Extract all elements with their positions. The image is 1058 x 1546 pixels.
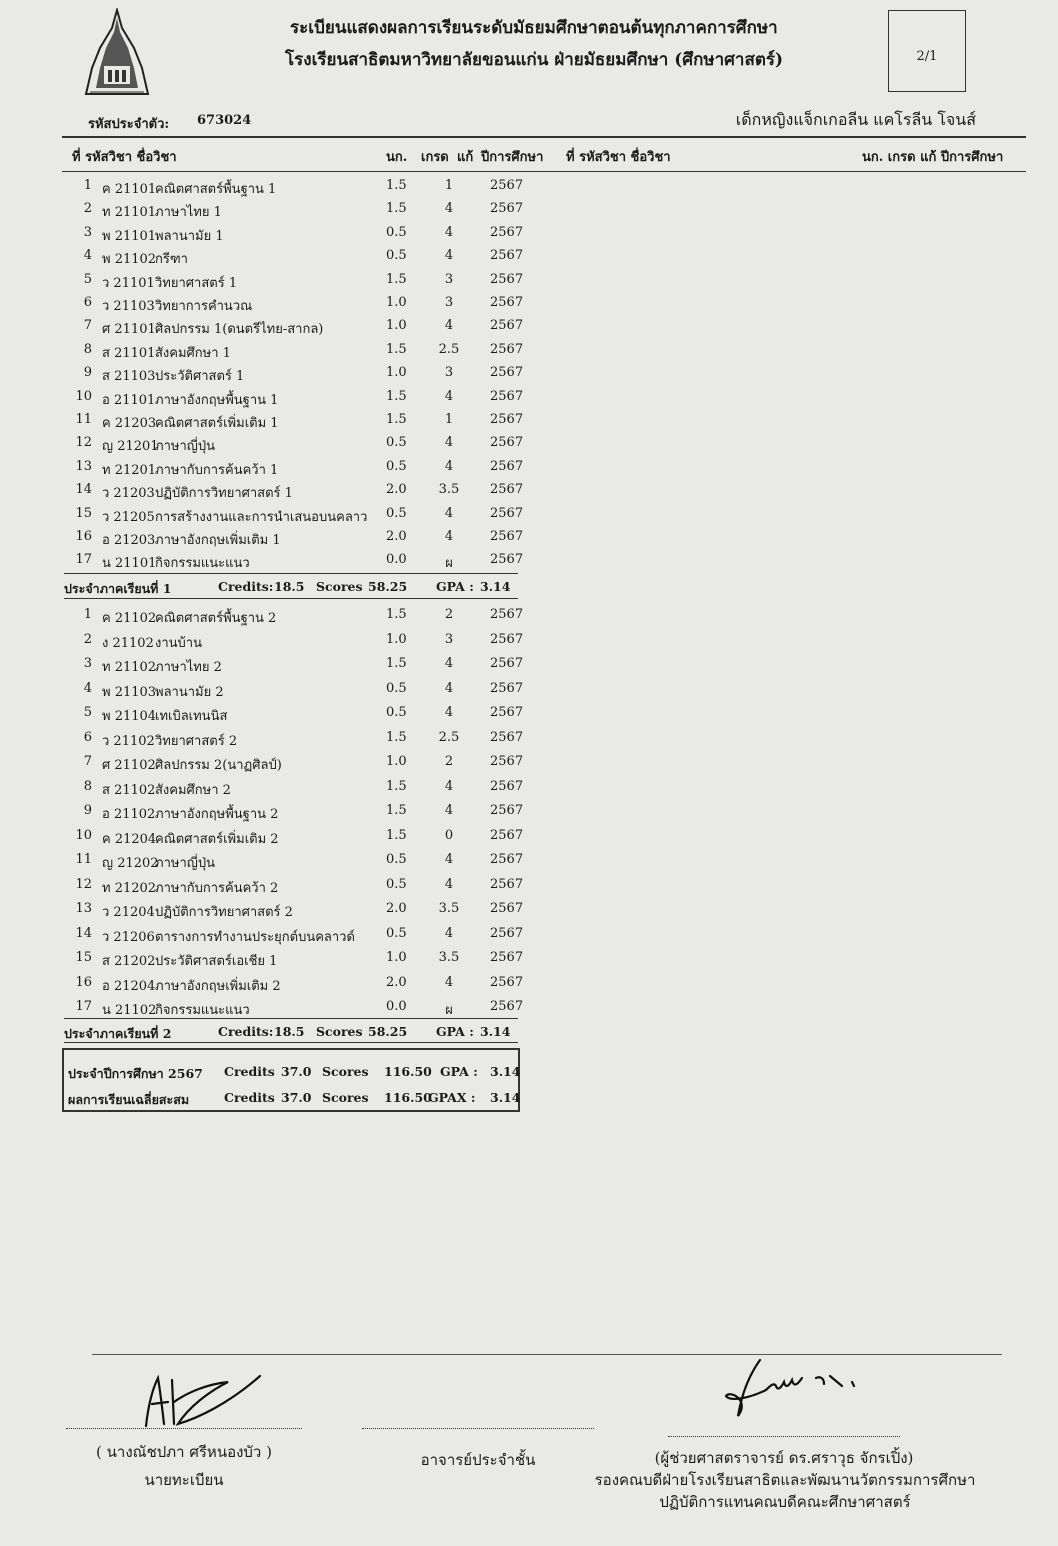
course-grade: 1 xyxy=(444,178,454,193)
year-label: ประจำปีการศึกษา 2567 xyxy=(68,1066,203,1081)
term1-credits: 18.5 xyxy=(274,579,305,594)
course-year: 2567 xyxy=(490,248,524,264)
course-row xyxy=(60,365,530,387)
course-year: 2567 xyxy=(490,950,524,965)
course-credits: 1.5 xyxy=(386,178,407,193)
course-code: ท 21202 xyxy=(102,880,157,896)
year-credits-label: Credits xyxy=(224,1064,275,1079)
course-code: อ 21102 xyxy=(102,807,156,822)
course-credits: 0.5 xyxy=(386,705,407,720)
course-year: 2567 xyxy=(490,458,524,474)
course-credits: 1.5 xyxy=(386,388,407,404)
course-code: ว 21205 xyxy=(102,509,155,525)
course-credits: 1.0 xyxy=(386,754,407,769)
course-grade: 1 xyxy=(444,412,454,427)
school-name: โรงเรียนสาธิตมหาวิทยาลัยขอนแก่น ฝ่ายมัธยมศึกษา (ศึกษาศาสตร์) xyxy=(285,50,784,70)
course-year: 2567 xyxy=(490,295,524,310)
course-code: ส 21103 xyxy=(102,369,156,385)
course-credits: 1.5 xyxy=(386,607,407,622)
course-credits: 1.0 xyxy=(386,950,407,965)
course-year: 2567 xyxy=(490,729,524,745)
course-code: ท 21101 xyxy=(102,205,157,221)
course-credits: 1.5 xyxy=(386,803,407,818)
page-number-box xyxy=(888,10,966,92)
course-no: 10 xyxy=(75,827,92,843)
term2-summary-label: ประจำภาคเรียนที่ 2 xyxy=(64,1026,172,1041)
term1-rule xyxy=(64,573,518,574)
cumulative-credits: 37.0 xyxy=(281,1090,312,1105)
course-code: พ 21102 xyxy=(102,252,157,268)
course-grade: 4 xyxy=(444,778,454,794)
course-grade: ผ xyxy=(445,1003,453,1018)
course-no: 14 xyxy=(75,482,92,498)
course-no: 8 xyxy=(83,778,92,794)
course-credits: 0.5 xyxy=(386,248,407,264)
course-grade: 4 xyxy=(444,435,454,451)
course-no: 1 xyxy=(83,607,92,622)
cumulative-credits-label: Credits xyxy=(224,1090,275,1105)
course-name: ประวัติศาสตร์ 1 xyxy=(155,369,245,385)
course-row xyxy=(60,803,530,825)
course-grade: 3 xyxy=(444,271,454,287)
course-grade: 3.5 xyxy=(438,950,460,965)
term1-gpa: 3.14 xyxy=(480,579,511,594)
course-credits: 1.5 xyxy=(386,778,407,794)
course-credits: 1.0 xyxy=(386,631,407,647)
course-grade: 4 xyxy=(444,458,454,474)
term2-credits: 18.5 xyxy=(274,1024,305,1039)
header-rule-top xyxy=(62,136,1026,138)
course-row xyxy=(60,852,530,874)
course-no: 7 xyxy=(83,318,92,334)
course-credits: 0.5 xyxy=(386,852,407,867)
course-name: วิทยาศาสตร์ 1 xyxy=(155,275,238,291)
course-row xyxy=(60,926,530,948)
course-code: อ 21203 xyxy=(102,533,156,548)
course-row xyxy=(60,272,530,294)
course-grade: 4 xyxy=(444,388,454,404)
course-year: 2567 xyxy=(490,852,524,867)
course-row xyxy=(60,552,530,574)
course-year: 2567 xyxy=(490,656,524,671)
course-code: ญ 21202 xyxy=(102,856,159,871)
signature-section-rule xyxy=(92,1354,1002,1355)
course-credits: 1.0 xyxy=(386,318,407,334)
course-year: 2567 xyxy=(490,999,524,1014)
course-grade: 4 xyxy=(444,876,454,892)
course-name: ศิลปกรรม 2(นาฏศิลป์) xyxy=(155,758,282,773)
advisor-sign-line xyxy=(362,1428,594,1429)
course-code: พ 21103 xyxy=(102,684,157,700)
course-row xyxy=(60,901,530,923)
course-no: 2 xyxy=(83,201,92,217)
course-credits: 1.0 xyxy=(386,295,407,310)
course-grade: 4 xyxy=(444,852,454,867)
course-grade: 3 xyxy=(444,365,454,381)
course-no: 13 xyxy=(75,901,92,916)
course-name: พลานามัย 1 xyxy=(155,228,224,244)
course-credits: 0.5 xyxy=(386,876,407,892)
course-grade: ผ xyxy=(445,556,453,572)
course-year: 2567 xyxy=(490,827,524,843)
course-code: อ 21101 xyxy=(102,392,156,408)
course-row xyxy=(60,730,530,752)
course-year: 2567 xyxy=(490,365,524,381)
col-header-year: ปีการศึกษา xyxy=(481,150,544,165)
course-name: ภาษาไทย 2 xyxy=(155,660,222,675)
registrar-name: ( นางณัชปภา ศรีหนองบัว ) xyxy=(96,1443,272,1461)
course-name: ภาษาไทย 1 xyxy=(155,205,222,221)
registrar-title: นายทะเบียน xyxy=(144,1471,224,1489)
col-header-fix: แก้ xyxy=(457,150,474,165)
course-row xyxy=(60,506,530,528)
course-grade: 4 xyxy=(444,318,454,334)
course-no: 14 xyxy=(75,925,92,941)
course-code: ญ 21201 xyxy=(102,439,159,455)
course-name: คณิตศาสตร์เพิ่มเติม 2 xyxy=(155,831,279,847)
course-grade: 4 xyxy=(444,925,454,941)
course-name: ภาษาอังกฤษเพิ่มเติม 1 xyxy=(155,533,281,548)
term1-summary-label: ประจำภาคเรียนที่ 1 xyxy=(64,581,172,596)
term1-credits-label: Credits: xyxy=(218,579,274,594)
course-year: 2567 xyxy=(490,435,524,451)
course-grade: 3.5 xyxy=(438,901,460,916)
course-grade: 4 xyxy=(444,656,454,671)
page-number: 2/1 xyxy=(916,49,938,64)
course-name: งานบ้าน xyxy=(155,635,202,651)
course-row xyxy=(60,435,530,457)
course-credits: 1.5 xyxy=(386,827,407,843)
col-header-subject-right: ที่ รหัสวิชา ชื่อวิชา xyxy=(566,150,671,165)
course-code: ง 21102 xyxy=(102,635,154,651)
course-code: ค 21101 xyxy=(102,182,157,197)
term2-rule xyxy=(64,1018,518,1019)
course-code: ว 21101 xyxy=(102,275,155,291)
course-grade: 4 xyxy=(444,248,454,264)
course-grade: 4 xyxy=(444,803,454,818)
cumulative-gpa-label: GPAX : xyxy=(428,1090,476,1105)
course-code: ว 21204 xyxy=(102,905,155,920)
course-name: วิทยาศาสตร์ 2 xyxy=(155,733,238,749)
course-no: 6 xyxy=(83,729,92,745)
registrar-signature xyxy=(128,1368,268,1434)
course-grade: 4 xyxy=(444,705,454,720)
course-no: 3 xyxy=(83,224,92,240)
course-row xyxy=(60,225,530,247)
course-year: 2567 xyxy=(490,803,524,818)
director-title-line1: รองคณบดีฝ่ายโรงเรียนสาธิตและพัฒนานวัตกรรมการศึกษา xyxy=(594,1471,976,1489)
registrar-sign-line xyxy=(66,1428,302,1429)
course-year: 2567 xyxy=(490,178,524,193)
course-row xyxy=(60,295,530,317)
course-row xyxy=(60,248,530,270)
course-name: สังคมศึกษา 2 xyxy=(155,782,231,798)
course-name: ศิลปกรรม 1(ดนตรีไทย-สากล) xyxy=(155,322,324,338)
course-no: 17 xyxy=(75,552,92,568)
course-row xyxy=(60,705,530,727)
course-code: ส 21202 xyxy=(102,954,156,969)
course-code: ศ 21102 xyxy=(102,758,156,773)
course-name: คณิตศาสตร์พื้นฐาน 1 xyxy=(155,182,277,197)
year-summary-box xyxy=(62,1048,520,1112)
course-name: ปฏิบัติการวิทยาศาสตร์ 1 xyxy=(155,486,293,502)
cumulative-label: ผลการเรียนเฉลี่ยสะสม xyxy=(68,1092,190,1107)
course-year: 2567 xyxy=(490,412,524,427)
course-code: ท 21102 xyxy=(102,660,157,675)
document-title: ระเบียนแสดงผลการเรียนระดับมัธยมศึกษาตอนต้นทุกภาคการศึกษา xyxy=(290,18,778,38)
term1-summary-rule xyxy=(64,598,518,599)
course-year: 2567 xyxy=(490,607,524,622)
course-year: 2567 xyxy=(490,201,524,217)
term1-gpa-label: GPA : xyxy=(436,579,474,594)
year-gpa-label: GPA : xyxy=(440,1064,478,1079)
course-year: 2567 xyxy=(490,680,524,696)
term2-scores: 58.25 xyxy=(368,1024,408,1039)
course-no: 15 xyxy=(75,505,92,521)
school-emblem-logo xyxy=(82,8,152,98)
course-row xyxy=(60,779,530,801)
course-row xyxy=(60,656,530,678)
director-signature xyxy=(720,1356,870,1428)
course-row xyxy=(60,342,530,364)
course-no: 10 xyxy=(75,388,92,404)
course-code: ค 21102 xyxy=(102,611,157,626)
year-scores: 116.50 xyxy=(384,1064,432,1079)
course-no: 6 xyxy=(83,295,92,310)
course-grade: 2.5 xyxy=(438,729,460,745)
course-name: ภาษาญี่ปุ่น xyxy=(155,856,215,871)
course-no: 4 xyxy=(83,680,92,696)
course-row xyxy=(60,975,530,997)
course-code: ว 21102 xyxy=(102,733,155,749)
course-credits: 1.5 xyxy=(386,729,407,745)
course-grade: 3.5 xyxy=(438,482,460,498)
col-header-right-tail: นก. เกรด แก้ ปีการศึกษา xyxy=(862,150,1004,165)
course-row xyxy=(60,529,530,551)
course-year: 2567 xyxy=(490,388,524,404)
course-row xyxy=(60,482,530,504)
course-name: กรีฑา xyxy=(155,252,188,268)
course-code: ค 21203 xyxy=(102,416,157,431)
course-no: 2 xyxy=(83,631,92,647)
course-row xyxy=(60,178,530,200)
course-row xyxy=(60,754,530,776)
cumulative-gpa: 3.14 xyxy=(490,1090,521,1105)
course-credits: 2.0 xyxy=(386,901,407,916)
course-code: ส 21102 xyxy=(102,782,156,798)
course-row xyxy=(60,201,530,223)
cumulative-scores: 116.50 xyxy=(384,1090,432,1105)
director-name: (ผู้ช่วยศาสตราจารย์ ดร.ศราวุธ จักรเปิ้ง) xyxy=(654,1449,914,1467)
course-no: 12 xyxy=(75,435,92,451)
course-name: ภาษาอังกฤษพื้นฐาน 1 xyxy=(155,392,279,408)
course-name: ปฏิบัติการวิทยาศาสตร์ 2 xyxy=(155,905,293,920)
course-no: 8 xyxy=(83,341,92,357)
course-code: ศ 21101 xyxy=(102,322,156,338)
course-row xyxy=(60,389,530,411)
course-code: น 21101 xyxy=(102,556,157,572)
course-year: 2567 xyxy=(490,552,524,568)
course-no: 13 xyxy=(75,458,92,474)
course-credits: 2.0 xyxy=(386,974,407,990)
course-no: 16 xyxy=(75,974,92,990)
course-year: 2567 xyxy=(490,925,524,941)
term2-credits-label: Credits: xyxy=(218,1024,274,1039)
director-title-line2: ปฏิบัติการแทนคณบดีคณะศึกษาศาสตร์ xyxy=(659,1493,911,1511)
course-code: น 21102 xyxy=(102,1003,157,1018)
course-year: 2567 xyxy=(490,631,524,647)
course-year: 2567 xyxy=(490,901,524,916)
course-credits: 0.5 xyxy=(386,458,407,474)
course-row xyxy=(60,607,530,629)
course-no: 11 xyxy=(75,852,92,867)
course-name: คณิตศาสตร์พื้นฐาน 2 xyxy=(155,611,277,626)
course-row xyxy=(60,877,530,899)
course-code: ส 21101 xyxy=(102,345,156,361)
advisor-title: อาจารย์ประจำชั้น xyxy=(420,1451,536,1469)
course-no: 1 xyxy=(83,178,92,193)
year-gpa: 3.14 xyxy=(490,1064,521,1079)
course-no: 16 xyxy=(75,529,92,544)
course-credits: 0.5 xyxy=(386,505,407,521)
course-no: 3 xyxy=(83,656,92,671)
course-credits: 1.5 xyxy=(386,656,407,671)
course-grade: 4 xyxy=(444,224,454,240)
col-header-subject: ที่ รหัสวิชา ชื่อวิชา xyxy=(72,150,177,165)
course-grade: 4 xyxy=(444,201,454,217)
course-year: 2567 xyxy=(490,876,524,892)
course-year: 2567 xyxy=(490,754,524,769)
course-credits: 0.0 xyxy=(386,552,407,568)
course-no: 9 xyxy=(83,803,92,818)
year-scores-label: Scores xyxy=(322,1064,369,1079)
col-header-credits: นก. xyxy=(386,150,408,165)
course-no: 7 xyxy=(83,754,92,769)
course-code: ค 21204 xyxy=(102,831,157,847)
course-credits: 1.5 xyxy=(386,271,407,287)
course-no: 17 xyxy=(75,999,92,1014)
col-header-grade: เกรด xyxy=(421,150,449,165)
course-row xyxy=(60,318,530,340)
course-name: ภาษาอังกฤษเพิ่มเติม 2 xyxy=(155,978,281,994)
course-no: 11 xyxy=(75,412,92,427)
cumulative-scores-label: Scores xyxy=(322,1090,369,1105)
course-no: 5 xyxy=(83,705,92,720)
course-credits: 0.0 xyxy=(386,999,407,1014)
course-year: 2567 xyxy=(490,778,524,794)
course-name: ภาษากับการค้นคว้า 1 xyxy=(155,462,279,478)
course-year: 2567 xyxy=(490,318,524,334)
course-credits: 0.5 xyxy=(386,224,407,240)
course-grade: 4 xyxy=(444,529,454,544)
course-credits: 0.5 xyxy=(386,680,407,696)
course-name: ตารางการทำงานประยุกต์บนคลาวด์ xyxy=(155,929,355,945)
course-code: ว 21206 xyxy=(102,929,155,945)
course-year: 2567 xyxy=(490,482,524,498)
director-sign-line xyxy=(668,1436,900,1437)
course-name: ภาษาญี่ปุ่น xyxy=(155,439,215,455)
course-name: ภาษาอังกฤษพื้นฐาน 2 xyxy=(155,807,279,822)
term2-gpa-label: GPA : xyxy=(436,1024,474,1039)
course-year: 2567 xyxy=(490,705,524,720)
course-year: 2567 xyxy=(490,974,524,990)
course-code: ว 21103 xyxy=(102,299,155,314)
course-year: 2567 xyxy=(490,224,524,240)
course-no: 12 xyxy=(75,876,92,892)
course-grade: 3 xyxy=(444,631,454,647)
course-credits: 1.0 xyxy=(386,365,407,381)
course-no: 9 xyxy=(83,365,92,381)
course-name: เทเบิลเทนนิส xyxy=(155,709,228,724)
course-name: คณิตศาสตร์เพิ่มเติม 1 xyxy=(155,416,279,431)
course-grade: 2 xyxy=(444,607,454,622)
course-credits: 1.5 xyxy=(386,412,407,427)
course-code: พ 21101 xyxy=(102,228,157,244)
course-grade: 3 xyxy=(444,295,454,310)
course-row xyxy=(60,828,530,850)
term1-scores-label: Scores xyxy=(316,579,363,594)
course-year: 2567 xyxy=(490,529,524,544)
course-name: พลานามัย 2 xyxy=(155,684,224,700)
course-no: 5 xyxy=(83,271,92,287)
course-grade: 4 xyxy=(444,974,454,990)
course-name: กิจกรรมแนะแนว xyxy=(155,1003,250,1018)
course-year: 2567 xyxy=(490,271,524,287)
term2-summary-rule xyxy=(64,1042,518,1043)
course-name: การสร้างงานและการนำเสนอบนคลาว xyxy=(155,509,368,525)
course-name: สังคมศึกษา 1 xyxy=(155,345,231,361)
course-credits: 0.5 xyxy=(386,925,407,941)
course-row xyxy=(60,632,530,654)
course-grade: 2 xyxy=(444,754,454,769)
year-credits: 37.0 xyxy=(281,1064,312,1079)
course-grade: 4 xyxy=(444,505,454,521)
course-row xyxy=(60,459,530,481)
course-name: กิจกรรมแนะแนว xyxy=(155,556,250,572)
course-grade: 4 xyxy=(444,680,454,696)
student-name: เด็กหญิงแจ็กเกอลีน แคโรลีน โจนส์ xyxy=(735,110,976,129)
course-row xyxy=(60,681,530,703)
course-name: ประวัติศาสตร์เอเชีย 1 xyxy=(155,954,278,969)
student-id-label: รหัสประจำตัว: xyxy=(88,117,170,132)
course-code: ท 21201 xyxy=(102,462,157,478)
course-credits: 2.0 xyxy=(386,529,407,544)
course-row xyxy=(60,412,530,434)
course-row xyxy=(60,950,530,972)
course-credits: 1.5 xyxy=(386,201,407,217)
term2-gpa: 3.14 xyxy=(480,1024,511,1039)
term2-scores-label: Scores xyxy=(316,1024,363,1039)
course-year: 2567 xyxy=(490,341,524,357)
term1-scores: 58.25 xyxy=(368,579,408,594)
course-year: 2567 xyxy=(490,505,524,521)
course-name: วิทยาการคำนวณ xyxy=(155,299,253,314)
student-id: 673024 xyxy=(197,113,252,128)
course-credits: 1.5 xyxy=(386,341,407,357)
header-rule-bottom xyxy=(62,171,1026,172)
course-code: พ 21104 xyxy=(102,709,157,724)
course-grade: 2.5 xyxy=(438,341,460,357)
course-credits: 2.0 xyxy=(386,482,407,498)
course-code: อ 21204 xyxy=(102,978,156,994)
course-name: ภาษากับการค้นคว้า 2 xyxy=(155,880,279,896)
course-no: 4 xyxy=(83,248,92,264)
course-credits: 0.5 xyxy=(386,435,407,451)
course-no: 15 xyxy=(75,950,92,965)
course-code: ว 21203 xyxy=(102,486,155,502)
course-grade: 0 xyxy=(444,827,454,843)
